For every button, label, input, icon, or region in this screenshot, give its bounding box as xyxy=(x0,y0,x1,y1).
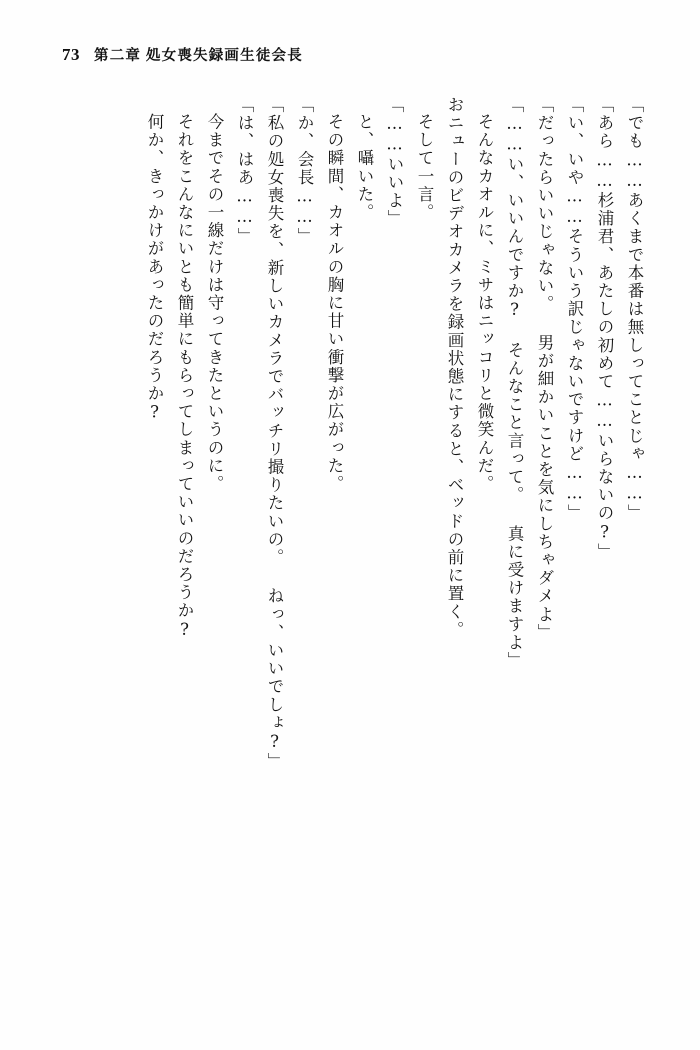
text-line: 今までその一線だけは守ってきたというのに。 xyxy=(205,113,224,494)
text-line: そして一言。 xyxy=(415,113,434,222)
text-line: 何か、きっかけがあったのだろうか? xyxy=(145,113,164,424)
text-line: それをこんなにいとも簡単にもらってしまっていいのだろうか? xyxy=(175,113,194,641)
text-line: 「でも……あくまで本番は無しってことじゃ……」 xyxy=(625,96,644,523)
text-line: 「あら……杉浦君、あたしの初めて……いらないの?」 xyxy=(595,96,614,561)
text-line: 「は、はあ……」 xyxy=(235,96,254,246)
text-line: 「い、いや……そういう訳じゃないですけど……」 xyxy=(565,96,584,523)
text-line: そんなカオルに、ミサはニッコリと微笑んだ。 xyxy=(475,113,494,494)
vertical-text-body xyxy=(58,96,642,976)
page-number: 73 xyxy=(62,45,80,64)
running-header xyxy=(62,44,303,65)
text-line: 「……いいよ」 xyxy=(385,96,404,228)
chapter-title: 第二章 処女喪失録画生徒会長 xyxy=(94,48,303,64)
text-line: 「私の処女喪失を、新しいカメラでバッチリ撮りたいの。 ねっ、いいでしょ?」 xyxy=(265,96,284,771)
text-line: その瞬間、カオルの胸に甘い衝撃が広がった。 xyxy=(325,113,344,494)
text-line: 「……い、いいんですか? そんなこと言って。 真に受けますよ」 xyxy=(505,96,524,670)
text-line: 「か、会長……」 xyxy=(295,96,314,246)
text-line: 「だったらいいじゃない。 男が細かいことを気にしちゃダメよ」 xyxy=(535,96,554,642)
text-line: おニューのビデオカメラを録画状態にすると、ベッドの前に置く。 xyxy=(445,96,464,639)
text-line: と、囁いた。 xyxy=(355,113,374,222)
